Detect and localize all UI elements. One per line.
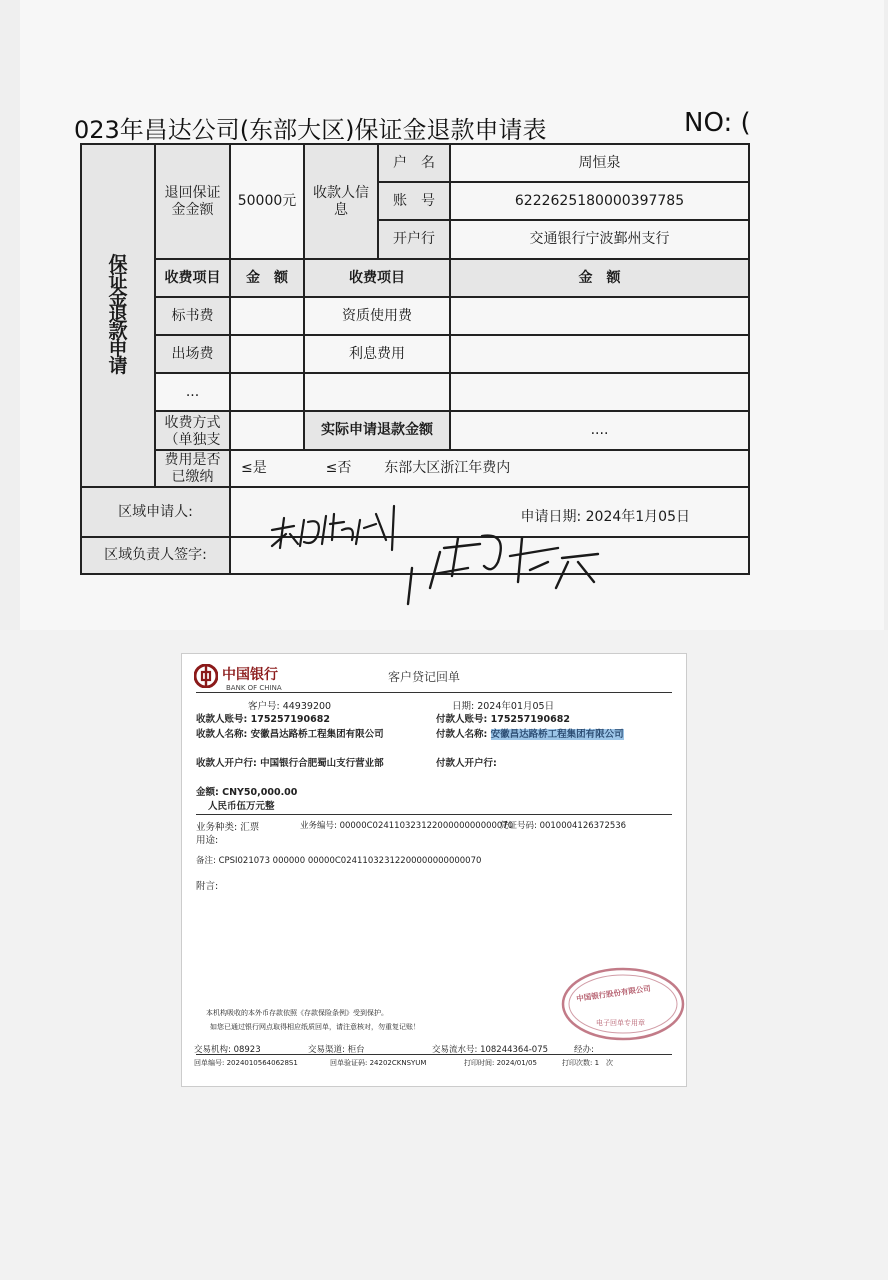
stamp-sub: 电子回单专用章: [596, 1019, 645, 1027]
applicant-label: 区域申请人:: [81, 487, 230, 537]
amount-header: 金 额: [230, 259, 304, 297]
paid-yes-option: ≤是: [241, 460, 267, 476]
payee-bank: 收款人开户行: 中国银行合肥蜀山支行营业部: [196, 758, 384, 769]
payer-bank: 付款人开户行:: [436, 758, 497, 769]
payee-account: 收款人账号: 175257190682: [196, 714, 330, 725]
body-rule: [196, 814, 672, 815]
paid-note: 东部大区浙江年费内: [384, 460, 511, 476]
disclaimer-2: 如您已通过银行网点取得相应纸质回单，请注意核对，勿重复记账！: [210, 1023, 420, 1031]
form-no-value: (: [740, 108, 751, 138]
bank-of-china-logo-icon: [194, 664, 218, 688]
fee-interest: 利息费用: [304, 335, 450, 373]
form-no-label: NO:: [684, 108, 733, 138]
handler: 经办:: [574, 1045, 594, 1055]
fee-method-value: [230, 411, 304, 450]
amount-header-2: 金 额: [450, 259, 749, 297]
fee-bid-doc-amount: [230, 297, 304, 335]
payee-name: 收款人名称: 安徽昌达路桥工程集团有限公司: [196, 729, 384, 740]
header-rule: [196, 692, 672, 693]
fee-qualification-amount: [450, 297, 749, 335]
biz-no: 业务编号: 00000C02411032312200000000000070: [300, 821, 514, 831]
manager-label: 区域负责人签字:: [81, 537, 230, 574]
bank-value: 交通银行宁波鄞州支行: [450, 220, 749, 259]
account-no-label: 账 号: [378, 182, 450, 220]
manager-signature: [398, 518, 608, 610]
receipt-no: 回单编号: 20240105640628S1: [194, 1059, 298, 1067]
payer-name-value: 安徽昌达路桥工程集团有限公司: [490, 729, 624, 740]
refund-amount-value: 50000元: [230, 144, 304, 259]
purpose: 用途:: [196, 835, 219, 846]
apply-date-value: 2024年1月05日: [585, 508, 690, 525]
receipt-title: 客户贷记回单: [388, 670, 461, 684]
fee-other: ...: [155, 373, 230, 411]
fee-interest-amount: [450, 335, 749, 373]
actual-refund-label: 实际申请退款金额: [304, 411, 450, 450]
print-time: 打印时间: 2024/01/05: [464, 1059, 537, 1067]
bank-label: 开户行: [378, 220, 450, 259]
payee-info-label: 收款人信息: [304, 144, 378, 259]
fee-item-header-2: 收费项目: [304, 259, 450, 297]
disclaimer-1: 本机构吸收的本外币存款依照《存款保险条例》受到保护。: [206, 1009, 388, 1017]
trade-org: 交易机构: 08923: [194, 1045, 261, 1055]
biz-type: 业务种类: 汇票: [196, 822, 260, 833]
bank-name-en: BANK OF CHINA: [226, 684, 282, 692]
apply-date-label: 申请日期:: [520, 508, 582, 525]
paid-label: 费用是否已缴纳: [155, 450, 230, 487]
paid-options: [230, 450, 749, 487]
payer-name: [436, 726, 624, 740]
payer-account: 付款人账号: 175257190682: [436, 714, 570, 725]
account-no-value: 6222625180000397785: [450, 182, 749, 220]
note-label: 附言:: [196, 881, 219, 892]
refund-amount-label: 退回保证金金额: [155, 144, 230, 259]
print-count: 打印次数: 1 次: [562, 1059, 614, 1067]
form-number: [684, 108, 751, 138]
voucher-no: 凭证号码: 0010004126372536: [500, 821, 627, 831]
fee-qualification: 资质使用费: [304, 297, 450, 335]
fee-appearance-amount: [230, 335, 304, 373]
account-name-value: 周恒泉: [450, 144, 749, 182]
fee-appearance: 出场费: [155, 335, 230, 373]
remark: 备注: CPSI021073 000000 00000C02411032312200000000000070: [196, 856, 482, 866]
fee-bid-doc: 标书费: [155, 297, 230, 335]
payer-name-label: 付款人名称:: [436, 729, 488, 740]
refund-application-table: [80, 143, 750, 575]
customer-no: 客户号: 44939200: [248, 701, 332, 712]
amount: 金额: CNY50,000.00: [196, 787, 298, 798]
fee-other-amount: [230, 373, 304, 411]
bank-receipt: [181, 653, 687, 1087]
amount-cn: 人民币伍万元整: [208, 801, 275, 812]
fee-other-2: [304, 373, 450, 411]
verify-code: 回单验证码: 24202CKNSYUM: [330, 1059, 427, 1067]
fee-item-header: 收费项目: [155, 259, 230, 297]
channel: 交易渠道: 柜台: [308, 1045, 365, 1055]
stamp-text: 中国银行股份有限公司: [575, 983, 652, 1004]
paid-no-option: ≤否: [325, 460, 352, 476]
fee-method-label: 收费方式（单独支: [155, 411, 230, 450]
fee-other-2-amount: [450, 373, 749, 411]
receipt-date: 日期: 2024年01月05日: [452, 701, 555, 712]
serial-no: 交易流水号: 108244364-075: [432, 1045, 549, 1055]
actual-refund-value: ....: [450, 411, 749, 450]
bank-stamp: [560, 966, 686, 1042]
applicant-signature: [264, 500, 404, 556]
bank-name: 中国银行: [222, 667, 278, 683]
side-label: 保 证 金 退 款 申 请: [81, 144, 155, 487]
form-title: 023年昌达公司(东部大区)保证金退款申请表: [74, 116, 547, 144]
account-name-label: 户 名: [378, 144, 450, 182]
